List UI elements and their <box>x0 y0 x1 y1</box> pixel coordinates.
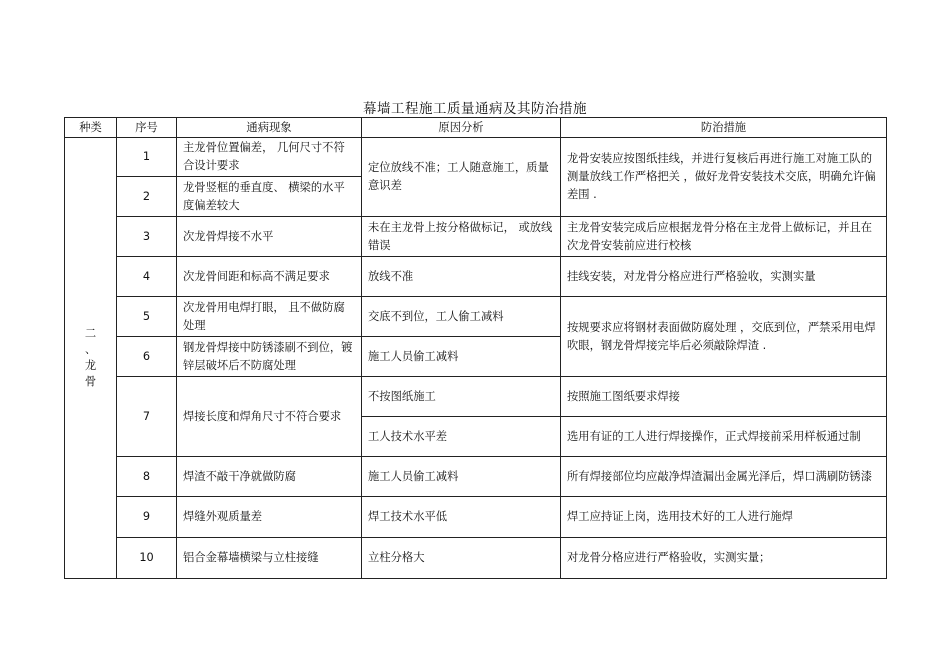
table-row <box>65 377 887 417</box>
measure-cell: 对龙骨分格应进行严格验收，实测实量； <box>561 538 887 579</box>
cause-cell: 施工人员偷工减料 <box>362 337 561 377</box>
measure-cell: 按规要求应将钢材表面做防腐处理 ，交底到位，严禁采用电焊吹眼，钢龙骨焊接完毕后必须敲除焊渣 . <box>561 297 887 377</box>
header-phenomenon: 通病现象 <box>177 118 362 138</box>
document-title: 幕墙工程施工质量通病及其防治措施 <box>363 101 587 117</box>
phenomenon-cell: 焊渣不敲干净就做防腐 <box>177 457 362 497</box>
header-category: 种类 <box>65 118 117 138</box>
phenomenon-cell: 铝合金幕墙横梁与立柱接缝 <box>177 538 362 579</box>
table-row <box>65 138 887 177</box>
measure-cell: 所有焊接部位均应敲净焊渣漏出金属光泽后，焊口满刷防锈漆 <box>561 457 887 497</box>
table-row <box>65 497 887 538</box>
phenomenon-cell: 龙骨竖框的垂直度、 横梁的水平度偏差较大 <box>177 177 362 217</box>
phenomenon-cell: 钢龙骨焊接中防锈漆刷不到位，镀锌层破坏后不防腐处理 <box>177 337 362 377</box>
row-number: 4 <box>117 257 177 297</box>
cause-cell: 立柱分格大 <box>362 538 561 579</box>
row-number: 8 <box>117 457 177 497</box>
cause-cell: 不按图纸施工 <box>362 377 561 417</box>
table-row <box>65 257 887 297</box>
measure-cell: 龙骨安装应按图纸挂线，并进行复核后再进行施工对施工队的测量放线工作严格把关 ，做好龙骨安装技术交底，明确允许偏差围 . <box>561 138 887 217</box>
measure-cell: 主龙骨安装完成后应根据龙骨分格在主龙骨上做标记，并且在次龙骨安装前应进行校核 <box>561 217 887 257</box>
quality-defects-table <box>64 117 887 579</box>
cause-cell: 放线不准 <box>362 257 561 297</box>
cause-cell: 交底不到位，工人偷工减料 <box>362 297 561 337</box>
phenomenon-cell: 次龙骨焊接不水平 <box>177 217 362 257</box>
table-row <box>65 297 887 337</box>
row-number: 3 <box>117 217 177 257</box>
row-number: 7 <box>117 377 177 457</box>
header-number: 序号 <box>117 118 177 138</box>
measure-cell: 选用有证的工人进行焊接操作，正式焊接前采用样板通过制 <box>561 417 887 457</box>
phenomenon-cell: 焊接长度和焊角尺寸不符合要求 <box>177 377 362 457</box>
row-number: 6 <box>117 337 177 377</box>
table-row <box>65 538 887 579</box>
row-number: 2 <box>117 177 177 217</box>
phenomenon-cell: 次龙骨间距和标高不满足要求 <box>177 257 362 297</box>
row-number: 5 <box>117 297 177 337</box>
phenomenon-cell: 主龙骨位置偏差， 几何尺寸不符合设计要求 <box>177 138 362 177</box>
header-measure: 防治措施 <box>561 118 887 138</box>
row-number: 1 <box>117 138 177 177</box>
cause-cell: 焊工技术水平低 <box>362 497 561 538</box>
table-row <box>65 457 887 497</box>
header-row <box>65 118 887 138</box>
header-cause: 原因分析 <box>362 118 561 138</box>
category-cell: 二 、 龙 骨 <box>65 138 117 579</box>
phenomenon-cell: 焊缝外观质量差 <box>177 497 362 538</box>
row-number: 9 <box>117 497 177 538</box>
phenomenon-cell: 次龙骨用电焊打眼， 且不做防腐处理 <box>177 297 362 337</box>
row-number: 10 <box>117 538 177 579</box>
cause-cell: 施工人员偷工减料 <box>362 457 561 497</box>
cause-cell: 未在主龙骨上按分格做标记， 或放线错误 <box>362 217 561 257</box>
measure-cell: 按照施工图纸要求焊接 <box>561 377 887 417</box>
cause-cell: 定位放线不准；工人随意施工，质量意识差 <box>362 138 561 217</box>
cause-cell: 工人技术水平差 <box>362 417 561 457</box>
measure-cell: 焊工应持证上岗，选用技术好的工人进行施焊 <box>561 497 887 538</box>
measure-cell: 挂线安装，对龙骨分格应进行严格验收，实测实量 <box>561 257 887 297</box>
table-row <box>65 217 887 257</box>
